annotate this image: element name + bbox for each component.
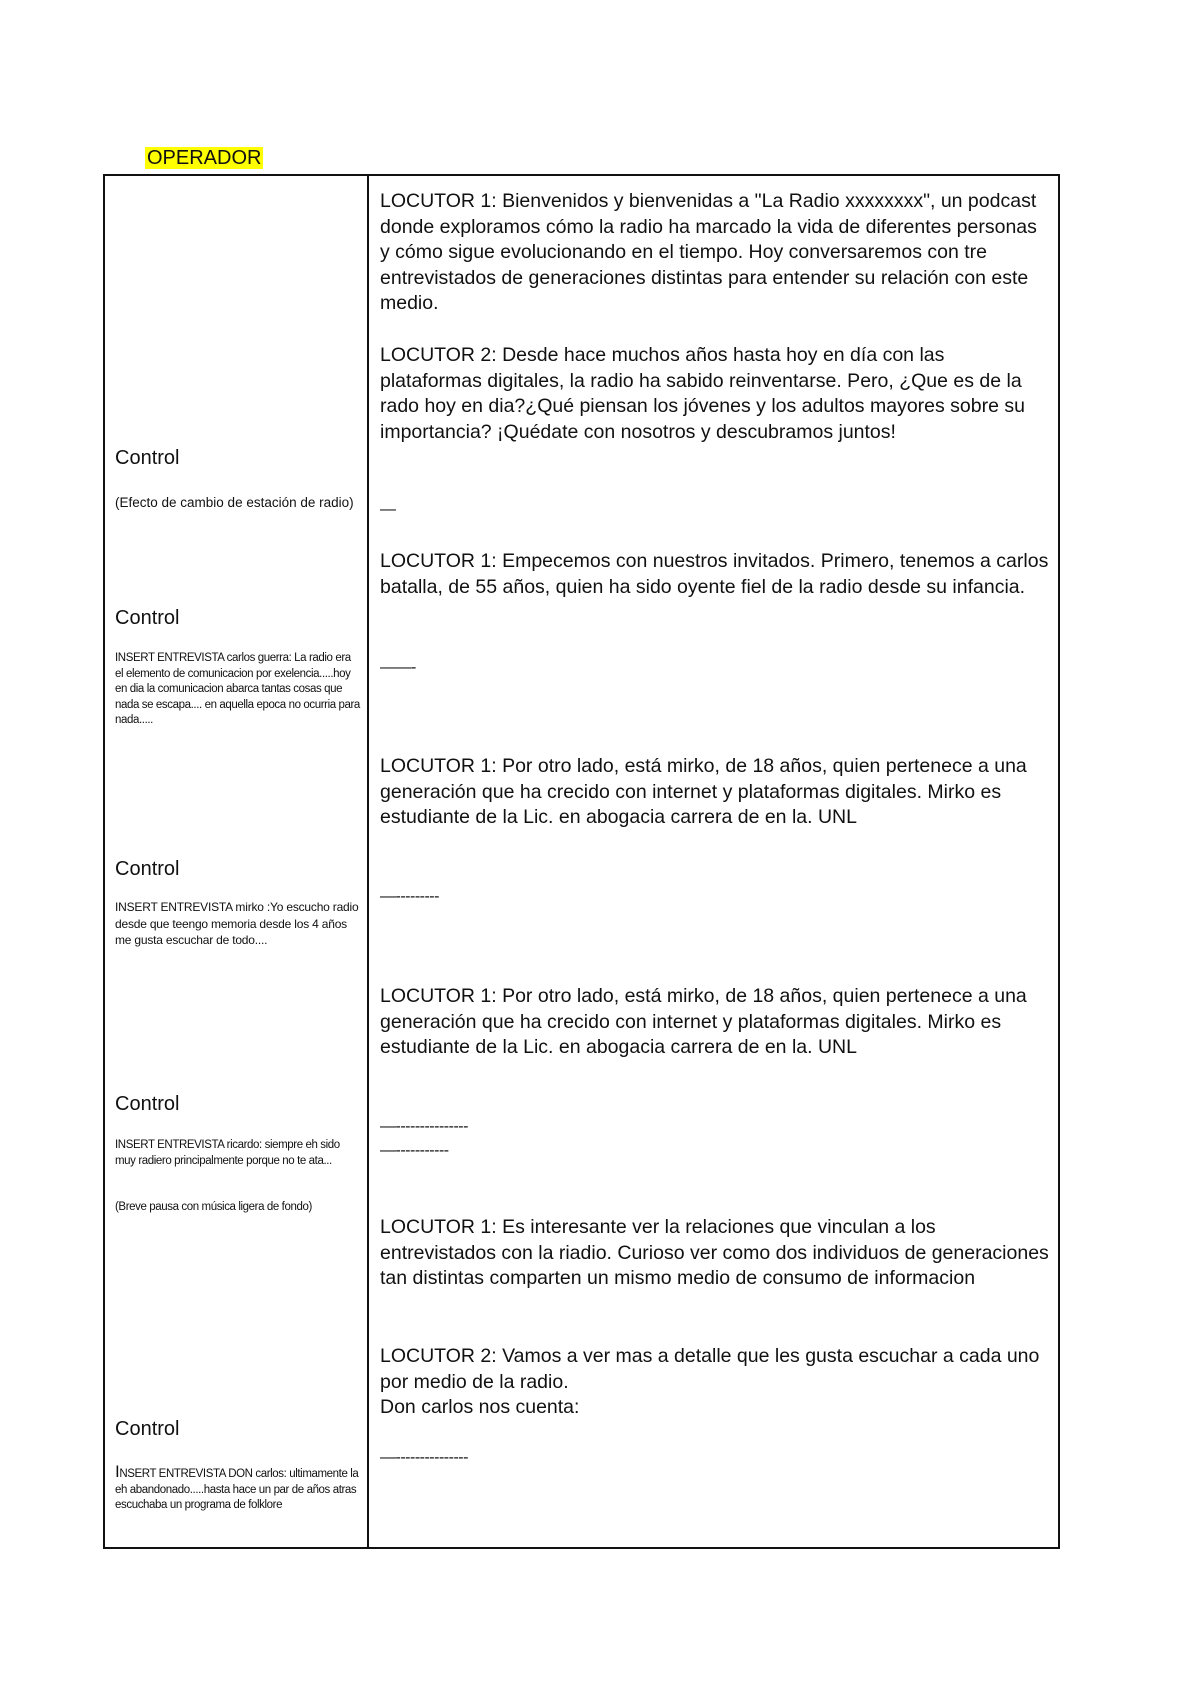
operador-label: OPERADOR — [147, 147, 262, 169]
separator-dash: —--------- — [380, 888, 439, 905]
locutor-line: LOCUTOR 1: Bienvenidos y bienvenidas a "La Radio xxxxxxxx", un podcast donde exploramos cómo la radio ha marcado la vida de diferentes personas y cómo sigue evolucionando en el tiempo. Hoy conversaremos con tre entrevistados de generaciones distintas para entender su relación con este medio. — [380, 190, 1037, 314]
locutor-line: LOCUTOR 1: Por otro lado, está mirko, de 18 años, quien pertenece a una generación que ha crecido con internet y plataformas digitales. Mirko es estudiante de la Lic. en abogacia carrera de en la. UNL — [380, 755, 1027, 828]
insert-interview-note: INSERT ENTREVISTA mirko :Yo escucho radio desde que teengo memoria desde los 4 años me gusta escuchar de todo.... — [115, 900, 359, 947]
control-label: Control — [115, 1418, 180, 1440]
page-header — [145, 146, 263, 170]
locutor-line: LOCUTOR 1: Empecemos con nuestros invitados. Primero, tenemos a carlos batalla, de 55 años, quien ha sido oyente fiel de la radio desde su infancia. — [380, 550, 1049, 598]
locutor-line: Don carlos nos cuenta: — [380, 1396, 580, 1418]
control-label: Control — [115, 858, 180, 880]
locutor-line: LOCUTOR 2: Vamos a ver mas a detalle que les gusta escuchar a cada uno por medio de la radio. — [380, 1345, 1040, 1393]
control-label: Control — [115, 447, 180, 469]
script-table — [103, 174, 1060, 1549]
insert-text: NSERT ENTREVISTA DON carlos: ultimamente la eh abandonado.....hasta hace un par de años atras escuchaba un programa de folklore — [115, 1468, 359, 1511]
control-label: Control — [115, 607, 180, 629]
insert-interview-note — [115, 1464, 360, 1514]
control-label: Control — [115, 1093, 180, 1115]
insert-interview-note: INSERT ENTREVISTA carlos guerra: La radio era el elemento de comunicacion por exelencia.....hoy en dia la comunicacion abarca tantas cosas que nada se escapa.... en aquella epoca no ocurria para nada..... — [115, 652, 360, 726]
column-divider — [367, 176, 369, 1547]
insert-interview-note: INSERT ENTREVISTA ricardo: siempre eh sido muy radiero principalmente porque no te ata... — [115, 1139, 340, 1167]
separator-dash: —--------------- — [380, 1449, 468, 1466]
separator-dash: —--------------- — [380, 1118, 468, 1135]
separator-dash: —----------- — [380, 1142, 449, 1159]
pause-note: (Breve pausa con música ligera de fondo) — [115, 1201, 312, 1213]
separator-dash: ——- — [380, 659, 416, 676]
insert-initial: I — [115, 1462, 120, 1481]
sound-effect-note: (Efecto de cambio de estación de radio) — [115, 495, 354, 510]
locutor-line: LOCUTOR 1: Por otro lado, está mirko, de 18 años, quien pertenece a una generación que ha crecido con internet y plataformas digitales. Mirko es estudiante de la Lic. en abogacia carrera de en la. UNL — [380, 985, 1027, 1058]
locutor-line: LOCUTOR 2: Desde hace muchos años hasta hoy en día con las plataformas digitales, la radio ha sabido reinventarse. Pero, ¿Que es de la rado hoy en dia?¿Qué piensan los jóvenes y los adultos mayores sobre su importancia? ¡Quédate con nosotros y descubramos juntos! — [380, 344, 1025, 443]
separator-dash: — — [380, 501, 396, 518]
locutor-line: LOCUTOR 1: Es interesante ver la relaciones que vinculan a los entrevistados con la riadio. Curioso ver como dos individuos de generaciones tan distintas comparten un mismo medio de consumo de informacion — [380, 1216, 1049, 1289]
